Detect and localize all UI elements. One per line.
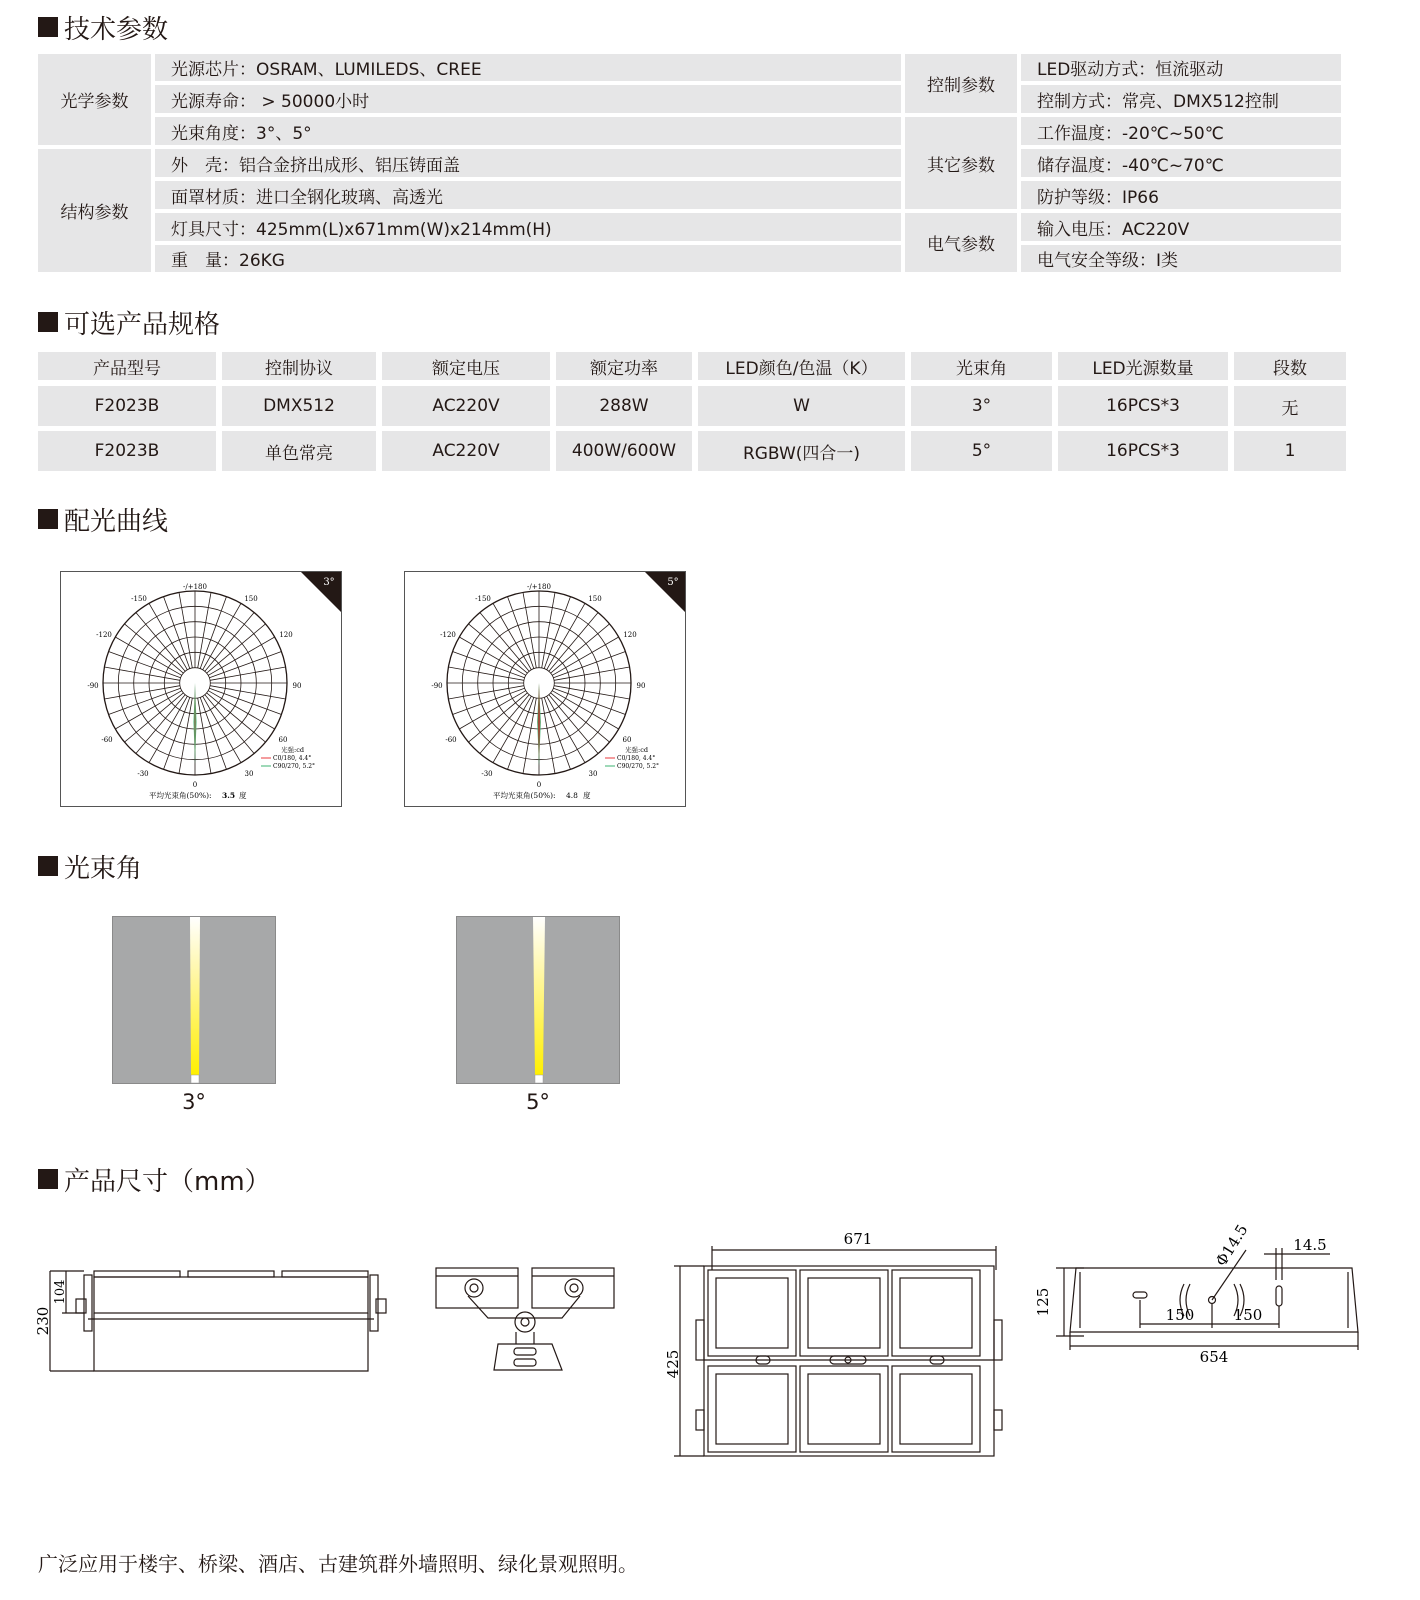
angle-label: -30 — [481, 770, 493, 778]
polar-diagram — [405, 572, 685, 806]
tech-row-ip: 防护等级：IP66 — [1021, 181, 1341, 209]
spec-cell: 无 — [1234, 386, 1346, 426]
dim-front-height: 425 — [664, 1349, 682, 1379]
angle-label: 120 — [279, 631, 293, 639]
angle-label: -90 — [431, 682, 443, 690]
polar-spoke — [125, 693, 184, 742]
angle-label: -/+180 — [527, 583, 551, 591]
footer-value: 4.8 — [566, 791, 578, 800]
tech-row-store-temp: 储存温度：-40℃~70℃ — [1021, 149, 1341, 177]
tech-row-beam: 光束角度：3°、5° — [155, 117, 901, 145]
angle-label: -120 — [96, 631, 112, 639]
angle-label: 150 — [244, 595, 258, 603]
footer-unit: 度 — [239, 791, 247, 800]
polar-diagram — [61, 572, 341, 806]
dim-rear-height: 125 — [1034, 1287, 1052, 1317]
control-label: 控制参数 — [905, 54, 1017, 113]
tech-row-size: 灯具尺寸：425mm(L)x671mm(W)x214mm(H) — [155, 213, 901, 241]
section-title-tech: 技术参数 — [38, 10, 168, 44]
angle-label: -90 — [87, 682, 99, 690]
badge-label: 5° — [667, 577, 679, 588]
spec-header: 段数 — [1234, 352, 1346, 380]
spec-cell: W — [698, 386, 905, 426]
polar-curve-panel-1 — [60, 571, 342, 807]
angle-label: 120 — [623, 631, 637, 639]
dim-rear-total: 654 — [1199, 1348, 1229, 1366]
spec-header: 额定功率 — [556, 352, 692, 380]
electric-label: 电气参数 — [905, 213, 1017, 272]
beam-ray — [113, 917, 275, 1083]
optical-label: 光学参数 — [38, 54, 151, 145]
polar-spoke — [207, 693, 266, 742]
spec-cell: AC220V — [382, 431, 550, 471]
side-view-drawing — [36, 1255, 396, 1385]
badge-corner-icon — [301, 572, 341, 612]
spec-header: 控制协议 — [222, 352, 376, 380]
polar-spoke — [480, 613, 529, 672]
spec-cell: 400W/600W — [556, 431, 692, 471]
polar-spoke — [125, 624, 184, 673]
spec-cell: DMX512 — [222, 386, 376, 426]
polar-spoke — [551, 624, 610, 673]
polar-spoke — [469, 693, 528, 742]
tech-row-work-temp: 工作温度：-20℃~50℃ — [1021, 117, 1341, 145]
legend-c0: C0/180, 4.4° — [617, 755, 656, 762]
angle-label: -30 — [137, 770, 149, 778]
legend-c90: C90/270, 5.2° — [273, 763, 316, 770]
front-view-drawing — [660, 1230, 1020, 1475]
application-note: 广泛应用于楼宇、桥梁、酒店、古建筑群外墙照明、绿化景观照明。 — [38, 1552, 638, 1576]
polar-spoke — [205, 695, 254, 754]
legend-c0: C0/180, 4.4° — [273, 755, 312, 762]
spec-cell: AC220V — [382, 386, 550, 426]
badge-corner-icon — [645, 572, 685, 612]
dim-rear-offset: 14.5 — [1293, 1236, 1327, 1254]
dim-rear-right: 150 — [1233, 1306, 1263, 1324]
spec-cell: 16PCS*3 — [1058, 386, 1228, 426]
polar-spoke — [480, 695, 529, 754]
polar-spoke — [549, 695, 598, 754]
section-title-size: 产品尺寸（mm） — [38, 1162, 271, 1196]
tech-row-control: 控制方式：常亮、DMX512控制 — [1021, 85, 1341, 113]
spec-cell: 288W — [556, 386, 692, 426]
c0-distribution — [538, 683, 540, 762]
angle-label: -150 — [475, 595, 491, 603]
angle-label: 60 — [622, 736, 632, 744]
end-view-drawing — [428, 1262, 638, 1382]
spec-header: 额定电压 — [382, 352, 550, 380]
angle-label: -60 — [445, 736, 457, 744]
footer-unit: 度 — [583, 791, 591, 800]
tech-row-voltage: 输入电压：AC220V — [1021, 213, 1341, 241]
angle-label: 60 — [278, 736, 288, 744]
section-title-beam: 光束角 — [38, 849, 142, 883]
polar-spoke — [549, 613, 598, 672]
square-bullet-icon — [38, 17, 58, 37]
polar-curve-panel-2 — [404, 571, 686, 807]
spec-cell: F2023B — [38, 431, 216, 471]
section-title-options: 可选产品规格 — [38, 305, 220, 339]
angle-label: 90 — [292, 682, 302, 690]
spec-cell: RGBW(四合一) — [698, 431, 905, 471]
square-bullet-icon — [38, 509, 58, 529]
polar-spoke — [207, 624, 266, 673]
spec-header: 光束角 — [911, 352, 1052, 380]
tech-row-safety: 电气安全等级：I类 — [1021, 245, 1341, 272]
tech-row-housing: 外 壳：铝合金挤出成形、铝压铸面盖 — [155, 149, 901, 177]
polar-spoke — [551, 693, 610, 742]
footer-value: 3.5 — [222, 791, 236, 800]
spec-header: LED光源数量 — [1058, 352, 1228, 380]
spec-header: 产品型号 — [38, 352, 216, 380]
legend-title: 光强:cd — [281, 746, 304, 754]
angle-label: 30 — [588, 770, 598, 778]
beam-angle-image-5deg — [456, 916, 620, 1084]
angle-label: 90 — [636, 682, 646, 690]
tech-row-life: 光源寿命： > 50000小时 — [155, 85, 901, 113]
spec-header: LED颜色/色温（K） — [698, 352, 905, 380]
angle-label: 0 — [536, 781, 542, 789]
spec-cell: F2023B — [38, 386, 216, 426]
badge-label: 3° — [323, 577, 335, 588]
spec-cell: 1 — [1234, 431, 1346, 471]
spec-cell: 3° — [911, 386, 1052, 426]
angle-label: -60 — [101, 736, 113, 744]
structure-label: 结构参数 — [38, 149, 151, 272]
footer-label: 平均光束角(50%): — [493, 791, 556, 800]
other-label: 其它参数 — [905, 117, 1017, 209]
angle-label: -150 — [131, 595, 147, 603]
polar-spoke — [205, 613, 254, 672]
angle-label: -120 — [440, 631, 456, 639]
tech-row-driver: LED驱动方式：恒流驱动 — [1021, 54, 1341, 81]
angle-label: 30 — [244, 770, 254, 778]
square-bullet-icon — [38, 856, 58, 876]
angle-label: 150 — [588, 595, 602, 603]
dim-side-inner: 104 — [53, 1279, 68, 1305]
dim-side-total: 230 — [34, 1306, 52, 1336]
tech-row-chip: 光源芯片：OSRAM、LUMILEDS、CREE — [155, 54, 901, 81]
spec-cell: 单色常亮 — [222, 431, 376, 471]
spec-cell: 16PCS*3 — [1058, 431, 1228, 471]
legend-c90: C90/270, 5.2° — [617, 763, 660, 770]
beam-ray — [457, 917, 619, 1083]
dim-front-width: 671 — [843, 1230, 873, 1248]
dim-rear-left: 150 — [1165, 1306, 1195, 1324]
beam-angle-image-3deg — [112, 916, 276, 1084]
tech-row-cover: 面罩材质：进口全钢化玻璃、高透光 — [155, 181, 901, 209]
angle-label: 0 — [192, 781, 198, 789]
rear-view-drawing — [1034, 1220, 1400, 1380]
beam-label-3deg: 3° — [182, 1090, 206, 1114]
tech-row-weight: 重 量：26KG — [155, 245, 901, 272]
legend-title: 光强:cd — [625, 746, 648, 754]
spec-cell: 5° — [911, 431, 1052, 471]
polar-spoke — [469, 624, 528, 673]
beam-label-5deg: 5° — [526, 1090, 550, 1114]
square-bullet-icon — [38, 312, 58, 332]
square-bullet-icon — [38, 1169, 58, 1189]
section-title-curve: 配光曲线 — [38, 502, 168, 536]
angle-label: -/+180 — [183, 583, 207, 591]
footer-label: 平均光束角(50%): — [149, 791, 212, 800]
polar-spoke — [136, 695, 185, 754]
dim-rear-hole: Φ14.5 — [1212, 1221, 1252, 1270]
polar-spoke — [136, 613, 185, 672]
